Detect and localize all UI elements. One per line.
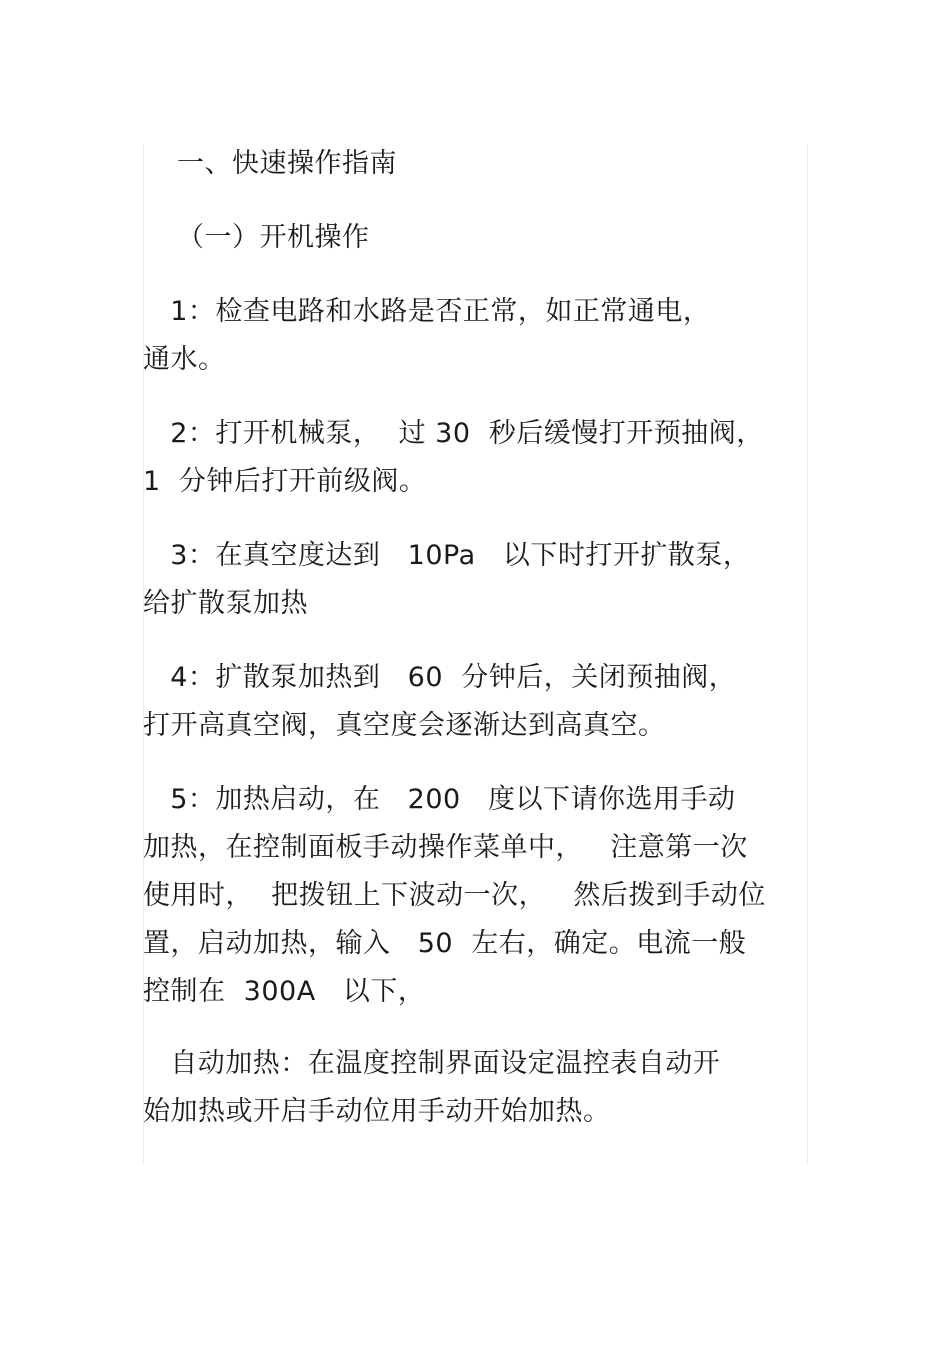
step-5 [143, 776, 798, 1016]
document-body [143, 140, 798, 1136]
step-line: 始加热或开启手动位用手动开始加热。 [143, 1096, 611, 1127]
auto-heating-paragraph [143, 1040, 798, 1136]
step-line: 自动加热：在温度控制界面设定温控表自动开 [143, 1048, 721, 1079]
step-line: 5：加热启动，在 200 度以下请你选用手动 [143, 784, 736, 815]
step-line: 置，启动加热，输入 50 左右，确定。电流一般 [143, 928, 747, 959]
step-line: 3：在真空度达到 10Pa 以下时打开扩散泵， [143, 540, 751, 571]
step-line: 1 分钟后打开前级阀。 [143, 466, 427, 497]
step-2 [143, 410, 798, 506]
step-line: 打开高真空阀，真空度会逐渐达到高真空。 [143, 710, 666, 741]
step-line: 4：扩散泵加热到 60 分钟后，关闭预抽阀， [143, 662, 737, 693]
subsection-heading: （一）开机操作 [177, 222, 370, 253]
step-line: 使用时， 把拨钮上下波动一次， 然后拨到手动位 [143, 880, 766, 911]
step-line: 1：检查电路和水路是否正常，如正常通电， [143, 296, 711, 327]
step-4 [143, 654, 798, 750]
step-line: 2：打开机械泵， 过 30 秒后缓慢打开预抽阀， [143, 418, 764, 449]
step-3 [143, 532, 798, 628]
step-line: 通水。 [143, 344, 226, 375]
step-1 [143, 288, 798, 384]
section-heading: 一、快速操作指南 [177, 148, 397, 179]
step-line: 控制在 300A 以下， [143, 976, 426, 1007]
step-line: 给扩散泵加热 [143, 588, 308, 619]
step-line: 加热，在控制面板手动操作菜单中， 注意第一次 [143, 832, 748, 863]
